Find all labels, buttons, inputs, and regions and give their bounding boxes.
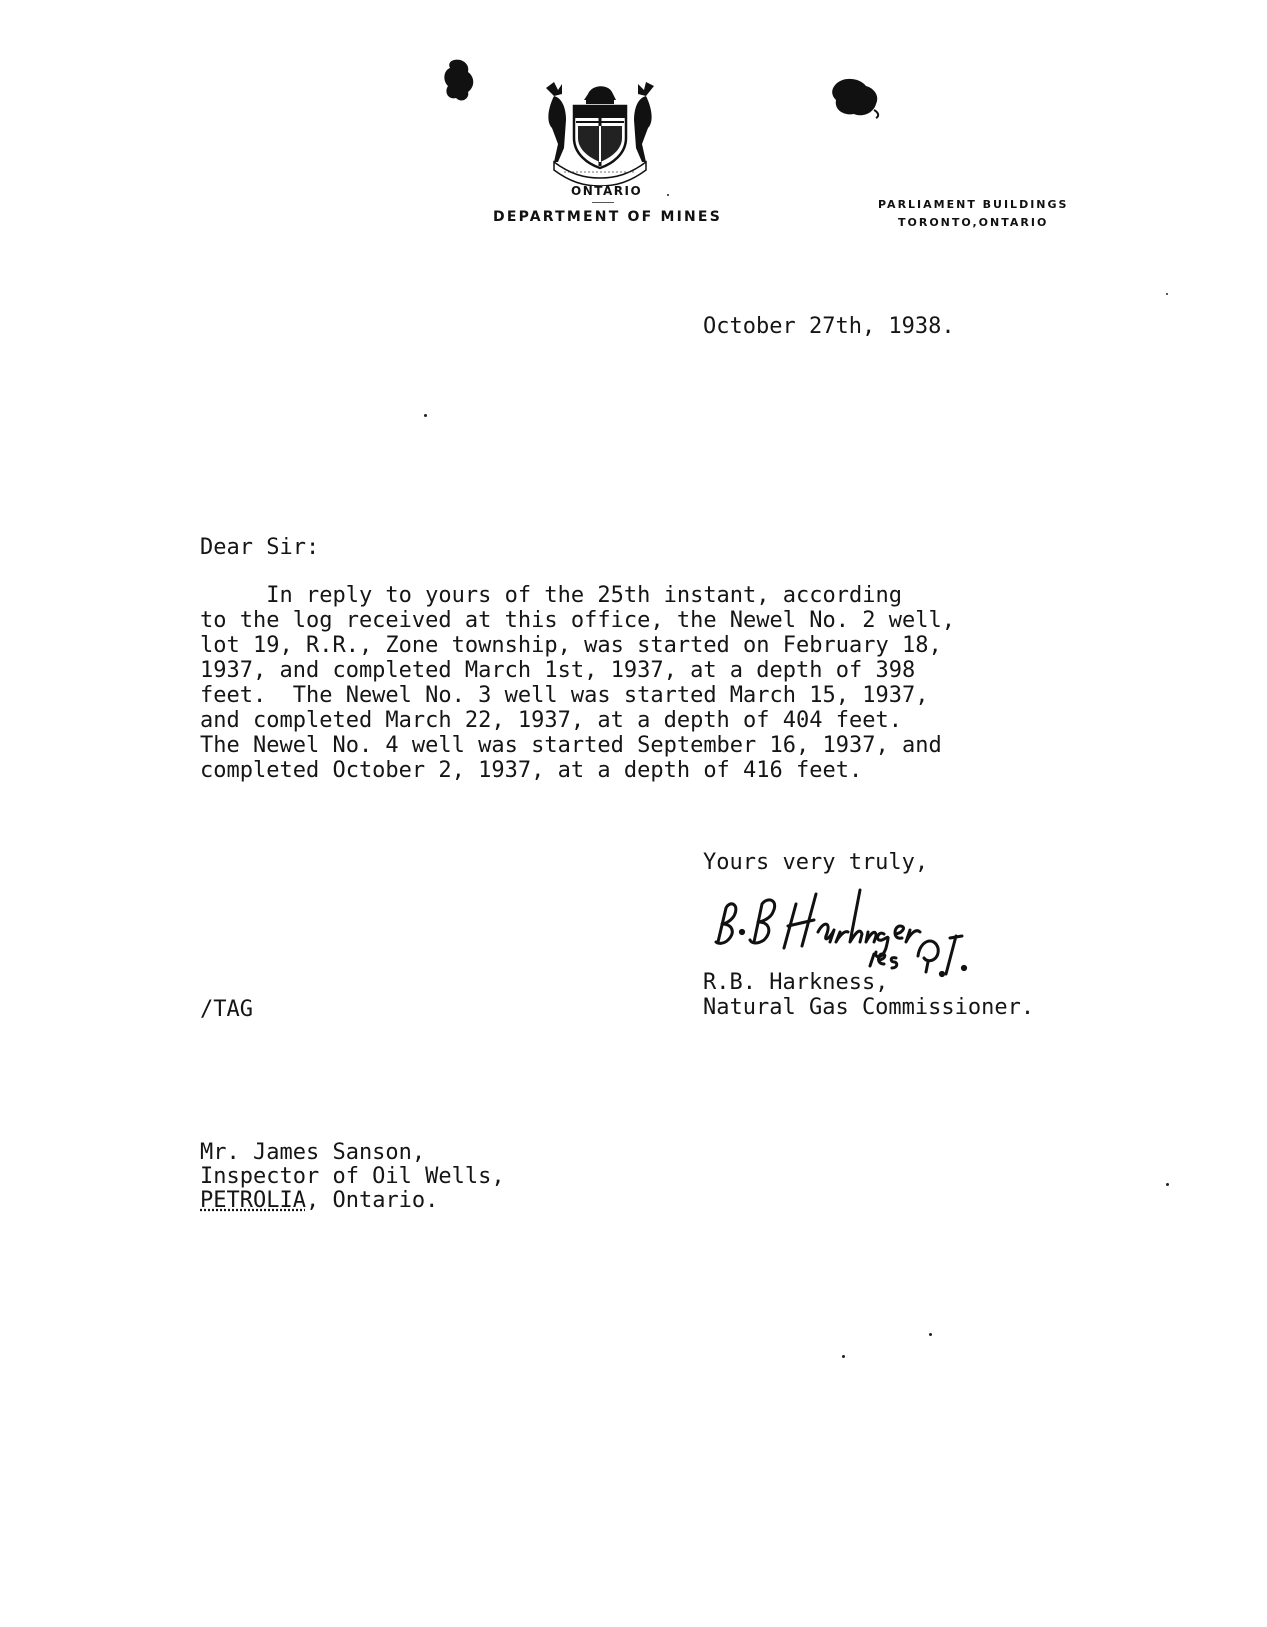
signer-name: R.B. Harkness, [703, 970, 889, 995]
body-line: to the log received at this office, the Newel No. 2 well, [200, 608, 955, 633]
recipient-title: Inspector of Oil Wells, [200, 1164, 505, 1189]
paper-speck [424, 414, 427, 417]
body-line: lot 19, R.R., Zone township, was started on February 18, [200, 633, 942, 658]
typist-initials: /TAG [200, 997, 253, 1022]
signer-title: Natural Gas Commissioner. [703, 995, 1035, 1020]
letterhead-address-line2: TORONTO,ONTARIO [898, 216, 1049, 229]
body-line: completed October 2, 1937, at a depth of 416 feet. [200, 758, 863, 783]
body-line: In reply to yours of the 25th instant, according [200, 583, 902, 608]
recipient-location [200, 1188, 438, 1213]
ontario-coat-of-arms-crest [540, 78, 660, 186]
paper-speck [929, 1333, 932, 1336]
letter-date: October 27th, 1938. [703, 314, 955, 339]
letterhead-department: DEPARTMENT OF MINES [493, 209, 722, 225]
letterhead-province: ONTARIO [571, 184, 643, 198]
letterhead-rule [592, 202, 614, 203]
body-line: feet. The Newel No. 3 well was started March 15, 1937, [200, 683, 929, 708]
handwritten-signature [700, 880, 1000, 980]
letterhead-address-line1: PARLIAMENT BUILDINGS [878, 198, 1069, 211]
ink-blot-right [830, 76, 884, 122]
body-line: and completed March 22, 1937, at a depth of 404 feet. [200, 708, 902, 733]
closing: Yours very truly, [703, 850, 929, 875]
recipient-province: , Ontario. [305, 1188, 439, 1213]
recipient-name: Mr. James Sanson, [200, 1140, 426, 1165]
body-line: 1937, and completed March 1st, 1937, at a depth of 398 [200, 658, 916, 683]
ink-blot-left [440, 58, 480, 104]
body-line: The Newel No. 4 well was started September 16, 1937, and [200, 733, 942, 758]
paper-speck [842, 1355, 845, 1358]
salutation: Dear Sir: [200, 535, 320, 560]
paper-speck [667, 194, 669, 196]
paper-speck [1166, 293, 1168, 295]
paper-speck [1166, 1183, 1169, 1186]
recipient-city: PETROLIA [200, 1188, 306, 1213]
